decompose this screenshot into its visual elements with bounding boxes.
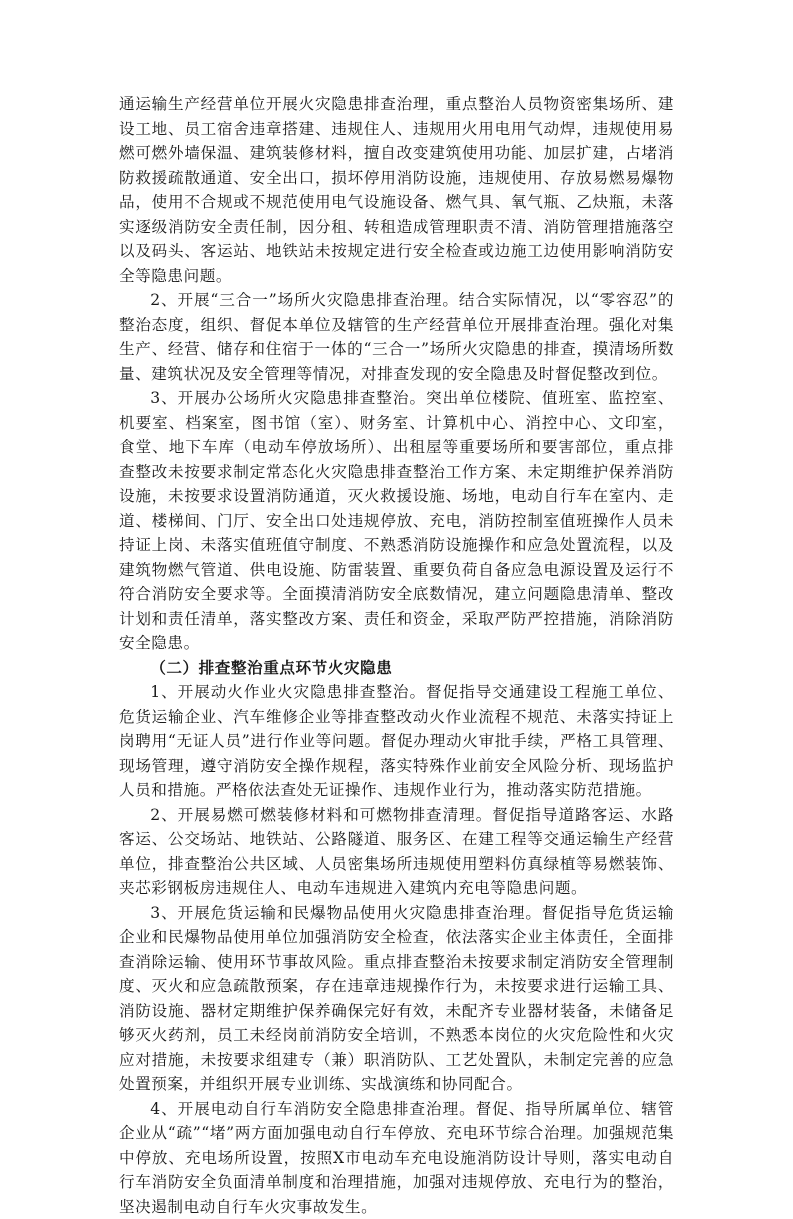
- body-paragraph: 1、开展动火作业火灾隐患排查整治。督促指导交通建设工程施工单位、危货运输企业、汽车维修企业等排查整改动火作业流程不规范、未落实持证上岗聘用“无证人员”进行作业等问题。督促办理动火审批手续，严格工具管理、现场管理，遵守消防安全操作规程，落实特殊作业前安全风险分析、现场监护人员和措施。严格依法查处无证操作、违规作业行为，推动落实防范措施。: [119, 680, 674, 803]
- body-paragraph: 通运输生产经营单位开展火灾隐患排查治理，重点整治人员物资密集场所、建设工地、员工宿舍违章搭建、违规住人、违规用火用电用气动焊，违规使用易燃可燃外墙保温、建筑装修材料，擅自改变建筑使用功能、加层扩建，占堵消防救援疏散通道、安全出口，损坏停用消防设施，违规使用、存放易燃易爆物品，使用不合规或不规范使用电气设施设备、燃气具、氧气瓶、乙炔瓶，未落实逐级消防安全责任制，因分租、转租造成管理职责不清、消防管理措施落空以及码头、客运站、地铁站未按规定进行安全检查或边施工边使用影响消防安全等隐患问题。: [119, 92, 674, 288]
- document-page: [119, 92, 674, 1219]
- body-paragraph: 2、开展易燃可燃装修材料和可燃物排查清理。督促指导道路客运、水路客运、公交场站、地铁站、公路隧道、服务区、在建工程等交通运输生产经营单位，排查整治公共区域、人员密集场所违规使用塑料仿真绿植等易燃装饰、夹芯彩钢板房违规住人、电动车违规进入建筑内充电等隐患问题。: [119, 803, 674, 901]
- body-paragraph: 3、开展危货运输和民爆物品使用火灾隐患排查治理。督促指导危货运输企业和民爆物品使用单位加强消防安全检查，依法落实企业主体责任，全面排查消除运输、使用环节事故风险。重点排查整治未按要求制定消防安全管理制度、灭火和应急疏散预案，存在违章违规操作行为，未按要求进行运输工具、消防设施、器材定期维护保养确保完好有效，未配齐专业器材装备，未储备足够灭火药剂，员工未经岗前消防安全培训，不熟悉本岗位的火灾危险性和火灾应对措施，未按要求组建专（兼）职消防队、工艺处置队，未制定完善的应急处置预案，并组织开展专业训练、实战演练和协同配合。: [119, 901, 674, 1097]
- body-paragraph: 3、开展办公场所火灾隐患排查整治。突出单位楼院、值班室、监控室、机要室、档案室，图书馆（室）、财务室、计算机中心、消控中心、文印室，食堂、地下车库（电动车停放场所）、出租屋等重要场所和要害部位，重点排查整改未按要求制定常态化火灾隐患排查整治工作方案、未定期维护保养消防设施，未按要求设置消防通道，灭火救援设施、场地，电动自行车在室内、走道、楼梯间、门厅、安全出口处违规停放、充电，消防控制室值班操作人员未持证上岗、未落实值班值守制度、不熟悉消防设施操作和应急处置流程，以及建筑物燃气管道、供电设施、防雷装置、重要负荷自备应急电源设置及运行不符合消防安全要求等。全面摸清消防安全底数情况，建立问题隐患清单、整改计划和责任清单，落实整改方案、责任和资金，采取严防严控措施，消除消防安全隐患。: [119, 386, 674, 656]
- body-paragraph: 4、开展电动自行车消防安全隐患排查治理。督促、指导所属单位、辖管企业从“疏”“堵”两方面加强电动自行车停放、充电环节综合治理。加强规范集中停放、充电场所设置，按照X市电动车充电设施消防设计导则，落实电动自行车消防安全负面清单制度和治理措施，加强对违规停放、充电行为的整治，坚决遏制电动自行车火灾事故发生。: [119, 1097, 674, 1219]
- body-paragraph: 2、开展“三合一”场所火灾隐患排查治理。结合实际情况，以“零容忍”的整治态度，组织、督促本单位及辖管的生产经营单位开展排查治理。强化对集生产、经营、储存和住宿于一体的“三合一”场所火灾隐患的排查，摸清场所数量、建筑状况及安全管理等情况，对排查发现的安全隐患及时督促整改到位。: [119, 288, 674, 386]
- section-heading: （二）排查整治重点环节火灾隐患: [119, 656, 674, 681]
